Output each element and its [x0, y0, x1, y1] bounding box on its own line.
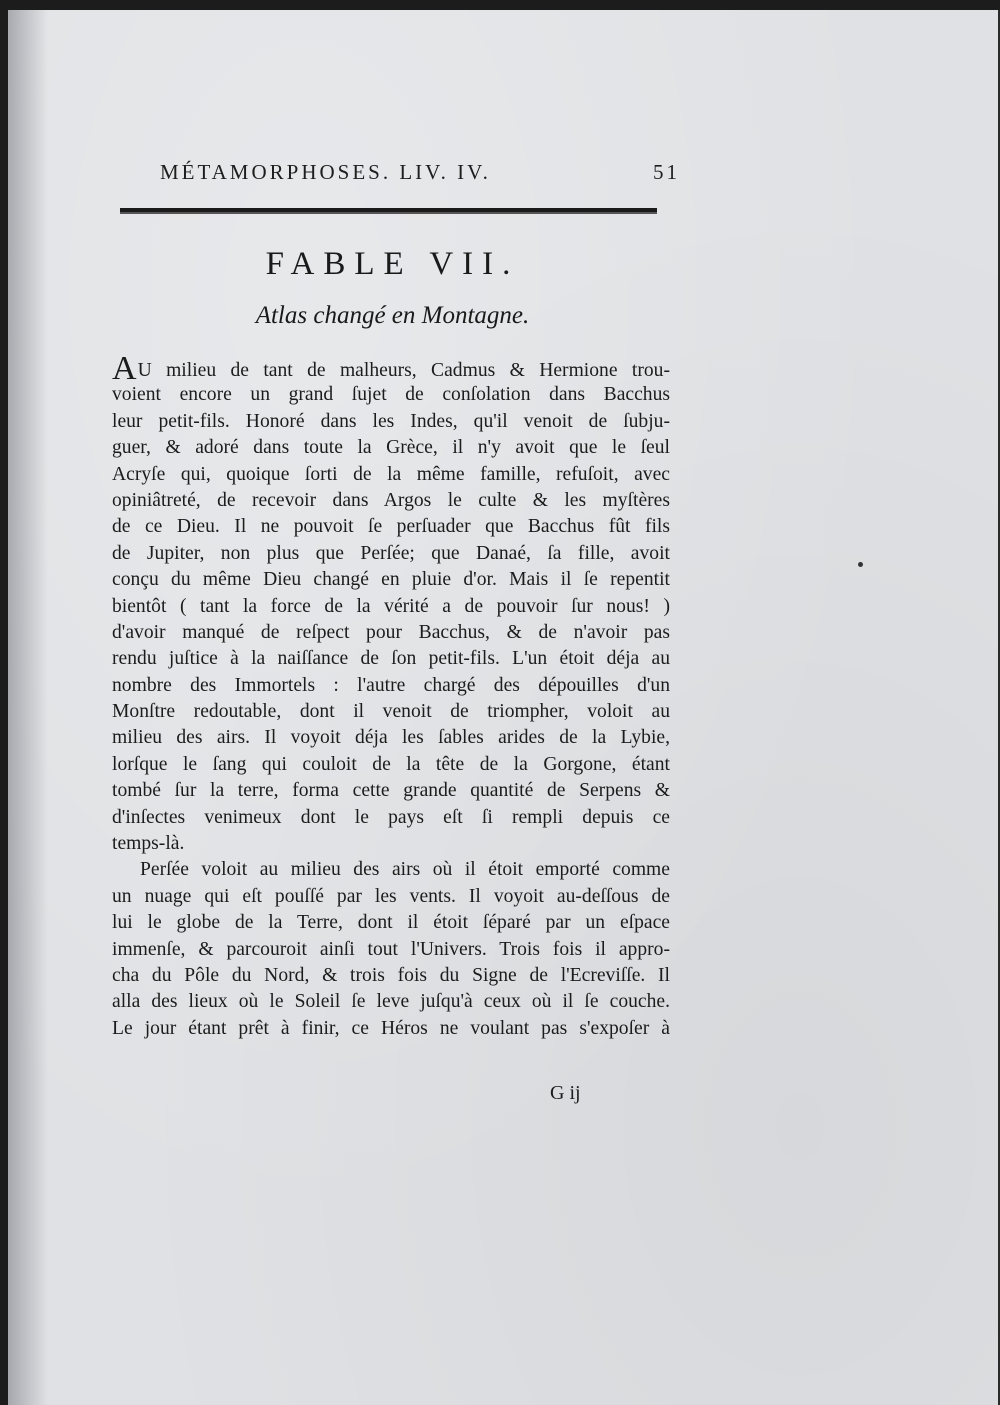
header-rule [120, 208, 657, 214]
text-line: cha du Pôle du Nord, & trois fois du Signe de l'Ecreviſſe. Il [112, 964, 670, 986]
scan-border-top [0, 0, 1000, 10]
text-line: Perſée voloit au milieu des airs où il étoit emporté comme [140, 859, 670, 881]
gutter-shadow [8, 10, 48, 1405]
text-line: temps-là. [112, 833, 185, 855]
text-line: voient encore un grand ſujet de conſolation dans Bacchus [112, 384, 670, 406]
text-line: nombre des Immortels : l'autre chargé des dépouilles d'un [112, 674, 670, 696]
text-line: alla des lieux où le Soleil ſe leve juſqu'à ceux où il ſe couche. [112, 991, 670, 1013]
text-line: lorſque le ſang qui couloit de la tête de la Gorgone, étant [112, 753, 670, 775]
text-line: leur petit-fils. Honoré dans les Indes, qu'il venoit de ſubju- [112, 410, 670, 432]
text-line: de ce Dieu. Il ne pouvoit ſe perſuader que Bacchus fût fils [112, 516, 670, 538]
ink-speck [858, 562, 863, 567]
text-line: opiniâtreté, de recevoir dans Argos le culte & les myſtères [112, 489, 670, 511]
text-line: un nuage qui eſt pouſſé par les vents. Il voyoit au-deſſous de [112, 885, 670, 907]
text-line: Monſtre redoutable, dont il venoit de triompher, voloit au [112, 701, 670, 723]
fable-title: FABLE VII. [265, 246, 520, 282]
text-line: bientôt ( tant la force de la vérité a de pouvoir ſur nous! ) [112, 595, 670, 617]
text-line: de Jupiter, non plus que Perſée; que Danaé, ſa fille, avoit [112, 542, 670, 564]
signature-mark: G ij [550, 1082, 581, 1104]
text-line: lui le globe de la Terre, dont il étoit ſéparé par un eſpace [112, 912, 670, 934]
text-line: conçu du même Dieu changé en pluie d'or. Mais il ſe repentit [112, 569, 670, 591]
text-line: rendu juſtice à la naiſſance de ſon petit-fils. L'un étoit déja au [112, 648, 670, 670]
fable-subtitle: Atlas changé en Montagne. [255, 302, 530, 329]
text-line: tombé ſur la terre, forma cette grande quantité de Serpens & [112, 780, 670, 802]
text-line: guer, & adoré dans toute la Grèce, il n'y avoit que le ſeul [112, 437, 670, 459]
body-text [112, 350, 670, 1042]
text-line: Le jour étant prêt à finir, ce Héros ne voulant pas s'expoſer à [112, 1017, 670, 1039]
text-line: Acryſe qui, quoique ſorti de la même famille, refuſoit, avec [112, 463, 670, 485]
page-number: 51 [653, 160, 680, 184]
text-line: d'avoir manqué de reſpect pour Bacchus, & de n'avoir pas [112, 621, 670, 643]
drop-cap: A [112, 350, 137, 387]
text-line: milieu des airs. Il voyoit déja les ſables arides de la Lybie, [112, 727, 670, 749]
running-head [160, 160, 680, 185]
text-line: d'inſectes venimeux dont le pays eſt ſi rempli depuis ce [112, 806, 670, 828]
text-line: AU milieu de tant de malheurs, Cadmus & Hermione trou- [112, 350, 670, 387]
text-line: immenſe, & parcouroit ainſi tout l'Univers. Trois fois il appro- [112, 938, 670, 960]
scan-border-left [0, 0, 8, 1405]
running-head-title: MÉTAMORPHOSES. LIV. IV. [160, 160, 491, 184]
